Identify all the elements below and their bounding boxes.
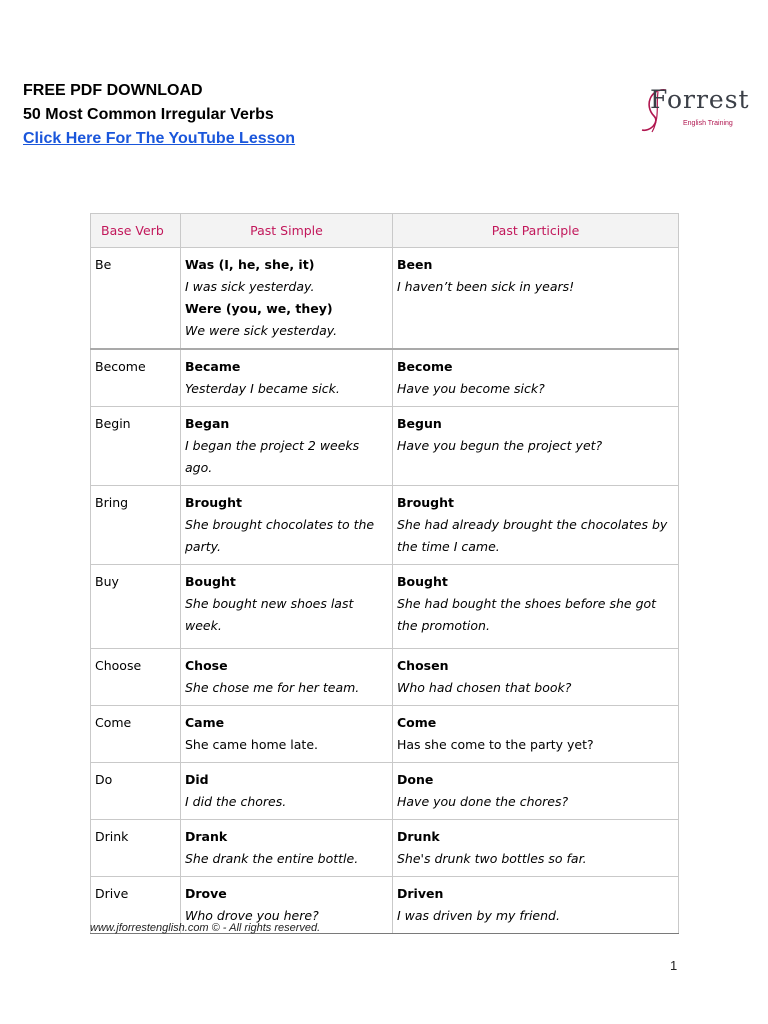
table-row [91,248,679,350]
past-participle-example: She had bought the shoes before she got the promotion. [397,596,657,633]
past-participle-form: Been [397,257,433,272]
past-simple-cell [181,649,393,706]
past-simple-form: Bought [185,574,236,589]
past-participle-cell [393,649,679,706]
past-simple-example: She came home late. [185,737,319,752]
past-simple-form: Came [185,715,225,730]
past-simple-example: We were sick yesterday. [185,323,338,338]
table-row [91,349,679,407]
past-simple-form: Brought [185,495,243,510]
base-verb: Drink [95,829,129,844]
base-verb-cell [91,407,181,486]
irregular-verbs-table [90,213,679,934]
header-past-participle: Past Participle [393,214,679,248]
past-participle-form: Bought [397,574,448,589]
past-participle-example: Have you become sick? [397,381,545,396]
logo-wordmark: Forrest [650,85,750,114]
past-simple-example: She chose me for her team. [185,680,360,695]
past-simple-cell [181,565,393,649]
base-verb: Be [95,257,112,272]
header-past-simple: Past Simple [181,214,393,248]
base-verb: Become [95,359,146,374]
past-participle-form: Become [397,359,453,374]
past-participle-example: She's drunk two bottles so far. [397,851,587,866]
base-verb-cell [91,820,181,877]
past-simple-cell [181,407,393,486]
past-participle-cell [393,763,679,820]
base-verb-cell [91,248,181,350]
past-participle-cell [393,486,679,565]
base-verb-cell [91,486,181,565]
past-participle-example: Have you begun the project yet? [397,438,603,453]
past-simple-example: She bought new shoes last week. [185,596,354,633]
base-verb-cell [91,763,181,820]
table-row [91,706,679,763]
past-participle-cell [393,877,679,934]
past-simple-example: She drank the entire bottle. [185,851,359,866]
base-verb: Drive [95,886,129,901]
past-simple-cell [181,763,393,820]
base-verb-cell [91,706,181,763]
base-verb-cell [91,649,181,706]
past-simple-form: Chose [185,658,228,673]
past-participle-cell [393,407,679,486]
past-participle-example: I was driven by my friend. [397,908,560,923]
past-participle-form: Done [397,772,434,787]
past-participle-example: Has she come to the party yet? [397,737,594,752]
table-row [91,486,679,565]
header-base-verb: Base Verb [91,214,181,248]
table-header-row [91,214,679,248]
base-verb: Buy [95,574,119,589]
past-simple-form: Were (you, we, they) [185,301,333,316]
base-verb: Choose [95,658,142,673]
past-simple-cell [181,820,393,877]
past-simple-example: I began the project 2 weeks ago. [185,438,360,475]
past-participle-cell [393,565,679,649]
past-simple-example: I was sick yesterday. [185,279,315,294]
past-simple-example: Who drove you here? [185,908,319,923]
past-simple-cell [181,706,393,763]
base-verb: Bring [95,495,129,510]
table-row [91,649,679,706]
past-participle-cell [393,349,679,407]
past-participle-example: Who had chosen that book? [397,680,572,695]
table-row [91,407,679,486]
past-participle-example: She had already brought the chocolates by the time I came. [397,517,668,554]
past-simple-example: She brought chocolates to the party. [185,517,375,554]
base-verb: Do [95,772,113,787]
page-number: 1 [670,958,678,973]
past-participle-cell [393,706,679,763]
past-simple-form: Did [185,772,209,787]
copyright-footer: www.jforrestenglish.com © - All rights reserved. [90,922,321,934]
past-participle-example: I haven’t been sick in years! [397,279,575,294]
past-simple-form: Became [185,359,241,374]
past-participle-form: Driven [397,886,444,901]
past-simple-example: Yesterday I became sick. [185,381,340,396]
past-participle-form: Drunk [397,829,440,844]
past-simple-form: Drank [185,829,228,844]
document-header [23,79,295,151]
past-simple-form: Was (I, he, she, it) [185,257,315,272]
table-row [91,763,679,820]
past-participle-form: Begun [397,416,442,431]
logo-tagline: English Training [683,120,733,127]
past-participle-example: Have you done the chores? [397,794,569,809]
past-simple-cell [181,486,393,565]
past-participle-form: Chosen [397,658,449,673]
base-verb-cell [91,349,181,407]
past-participle-cell [393,248,679,350]
table-row [91,565,679,649]
past-simple-form: Began [185,416,230,431]
document-title: 50 Most Common Irregular Verbs [23,106,274,123]
past-simple-cell [181,349,393,407]
past-participle-form: Come [397,715,437,730]
base-verb: Begin [95,416,131,431]
jforrest-logo [636,84,750,140]
download-title: FREE PDF DOWNLOAD [23,82,203,99]
past-participle-cell [393,820,679,877]
past-simple-cell [181,248,393,350]
table-row [91,820,679,877]
youtube-lesson-link[interactable]: Click Here For The YouTube Lesson [23,130,296,147]
past-participle-form: Brought [397,495,455,510]
past-simple-example: I did the chores. [185,794,287,809]
past-simple-form: Drove [185,886,227,901]
base-verb: Come [95,715,132,730]
base-verb-cell [91,565,181,649]
